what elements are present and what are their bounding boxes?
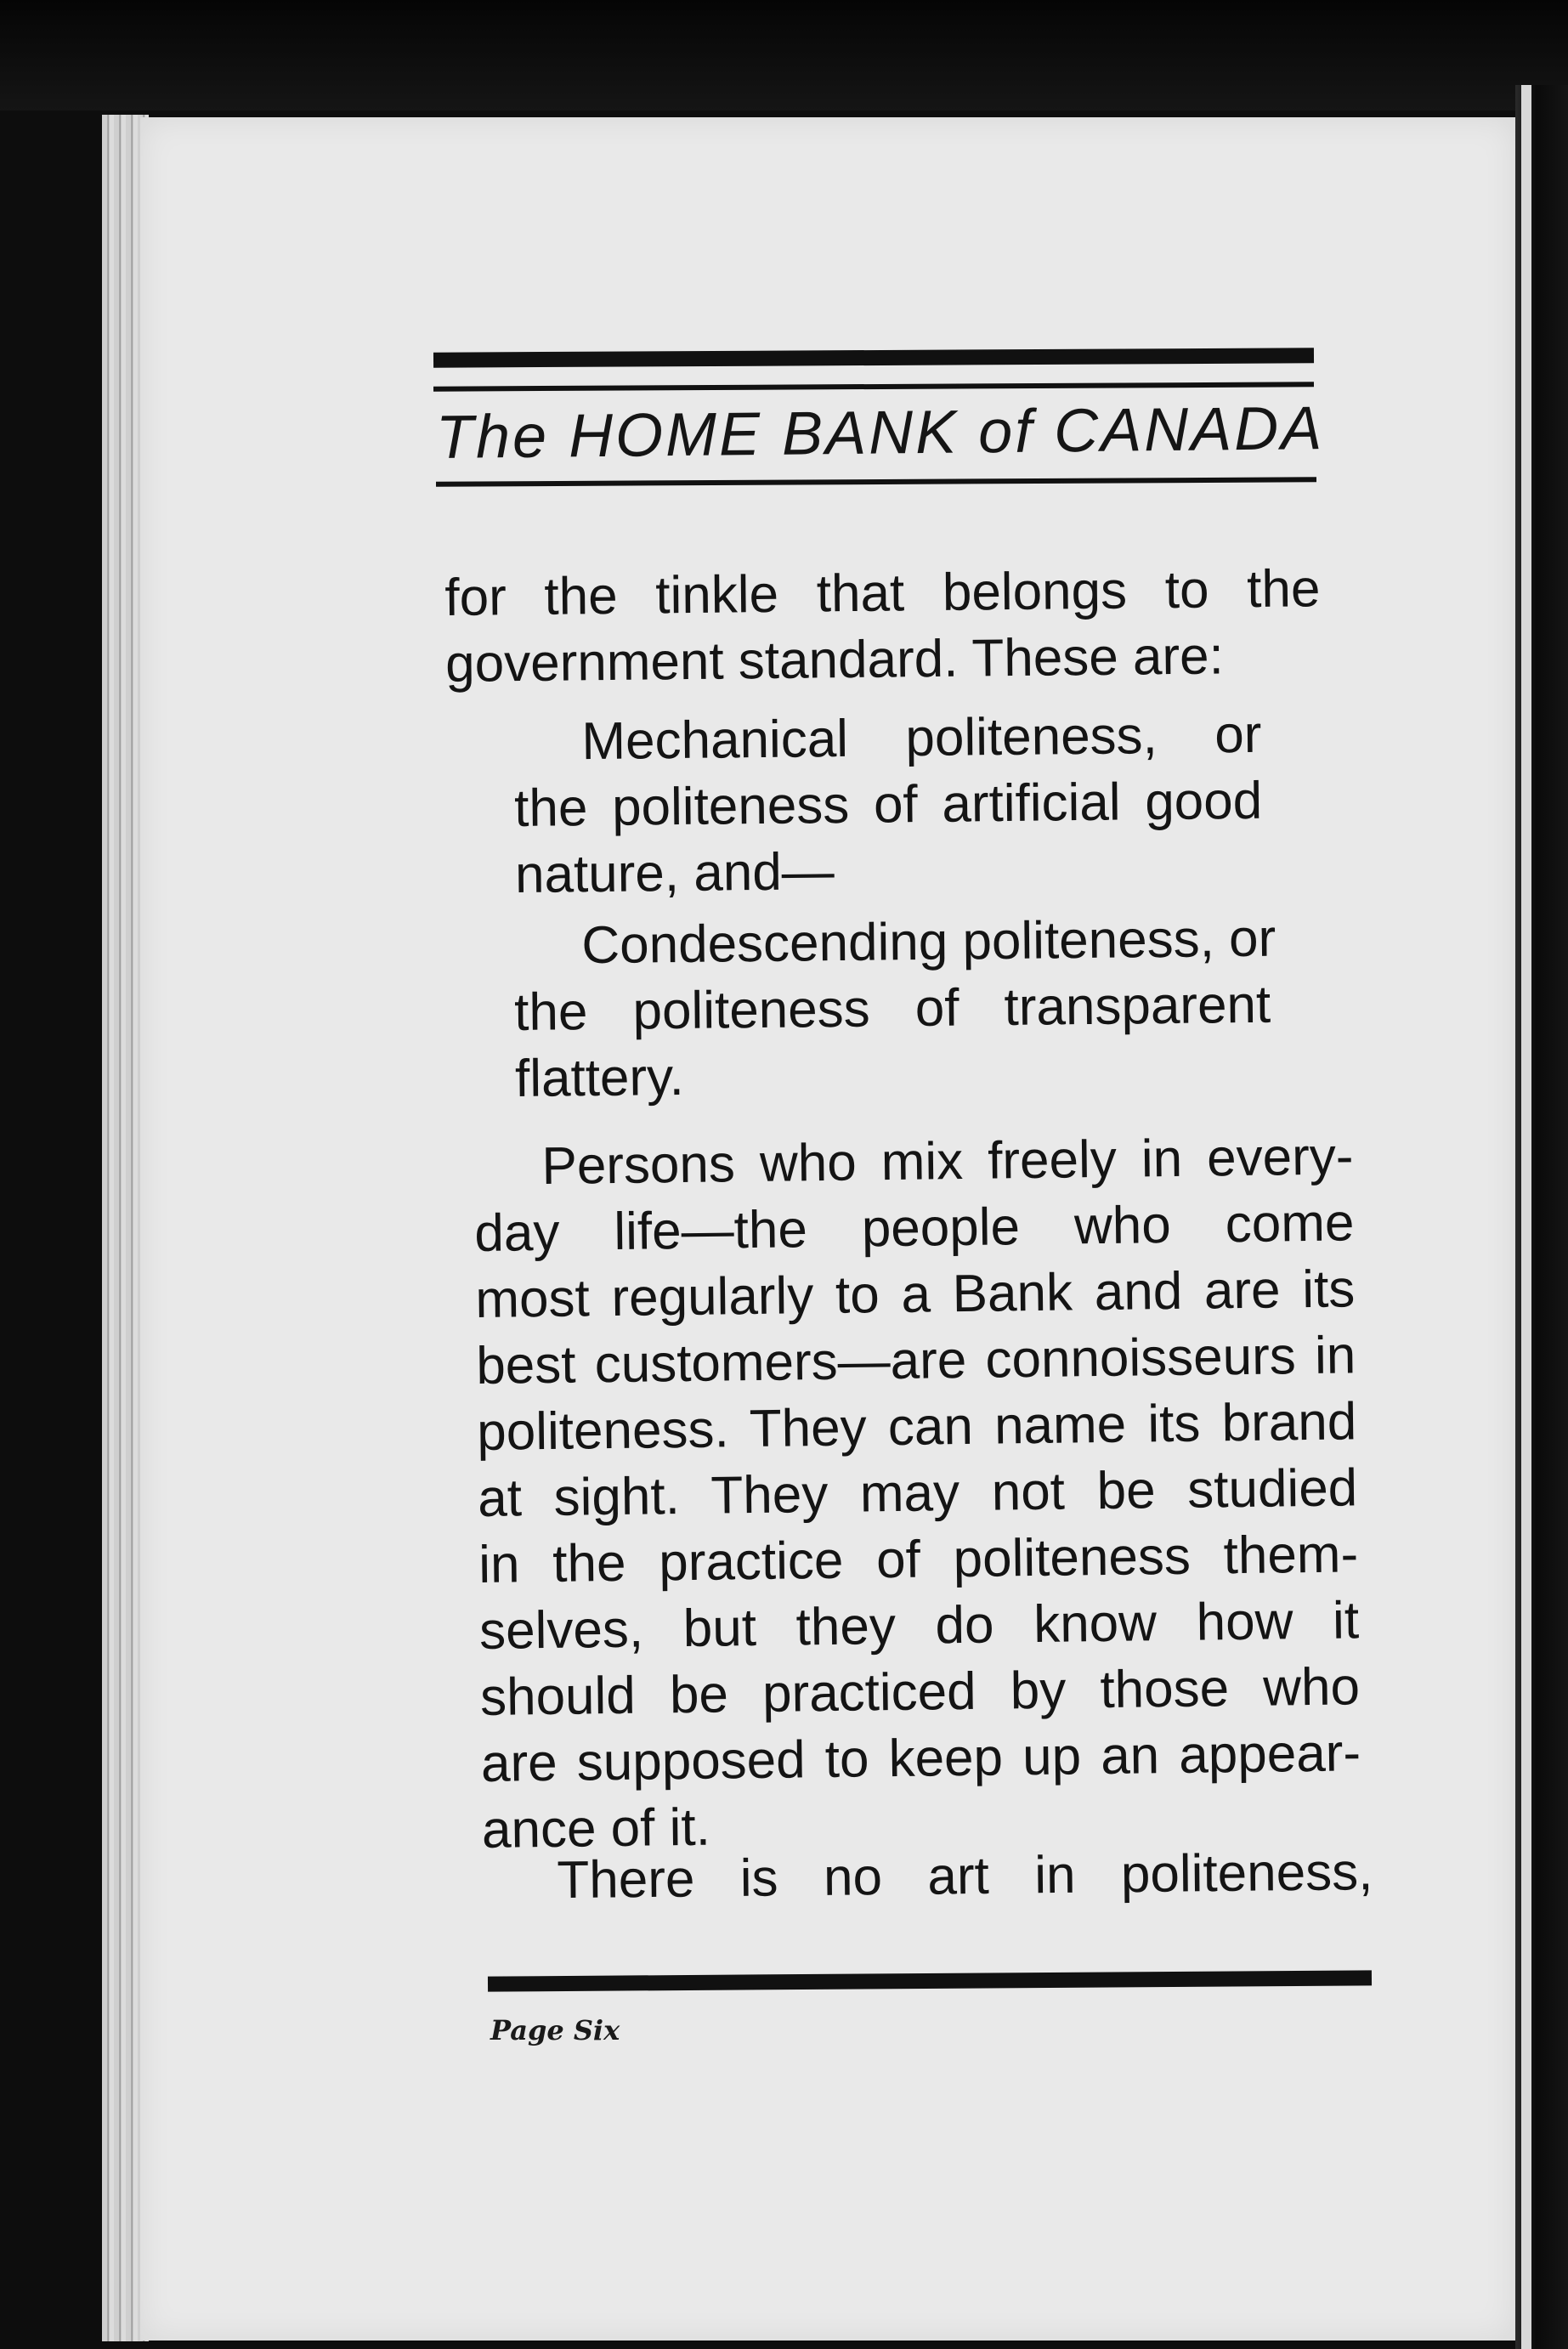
text-line: at sight. They may not be studied [477, 1458, 1358, 1528]
list-item-1 [513, 702, 1263, 908]
paragraph-3 [489, 1839, 1373, 1915]
page-number: Page Six [490, 2014, 620, 2046]
paragraph-1 [444, 556, 1322, 698]
text-line: nature, and— [514, 842, 835, 904]
next-page-edge [1521, 85, 1531, 2349]
text-line: best customers—are connoisseurs in [475, 1326, 1356, 1395]
text-line: ance of it. [481, 1797, 711, 1859]
scanner-background [0, 0, 1568, 110]
text-line: most regularly to a Bank and are its [474, 1259, 1356, 1329]
text-line: Mechanical politeness, or [581, 705, 1262, 772]
text-line: the politeness of transparent [513, 975, 1271, 1042]
text-line: should be practiced by those who [479, 1657, 1361, 1727]
text-line: There is no art in politeness, [557, 1842, 1373, 1910]
text-line: are supposed to keep up an appear- [480, 1724, 1361, 1793]
text-line: day life—the people who come [474, 1193, 1355, 1263]
running-header: The HOME BANK of CANADA [435, 394, 1325, 472]
text-line: Persons who mix freely in every- [541, 1127, 1354, 1197]
text-line: in the practice of politeness them- [478, 1525, 1359, 1594]
text-line: for the tinkle that belongs to the [444, 559, 1321, 627]
text-line: Condescending politeness, or [581, 908, 1276, 976]
paragraph-2 [473, 1124, 1361, 1864]
text-line: the politeness of artificial good [513, 771, 1263, 838]
text-line: flattery. [514, 1047, 685, 1108]
text-line: selves, but they do know how it [478, 1591, 1360, 1661]
list-item-2 [513, 906, 1276, 1112]
text-line: government standard. These are: [444, 626, 1225, 693]
text-line: politeness. They can name its brand [476, 1392, 1357, 1462]
